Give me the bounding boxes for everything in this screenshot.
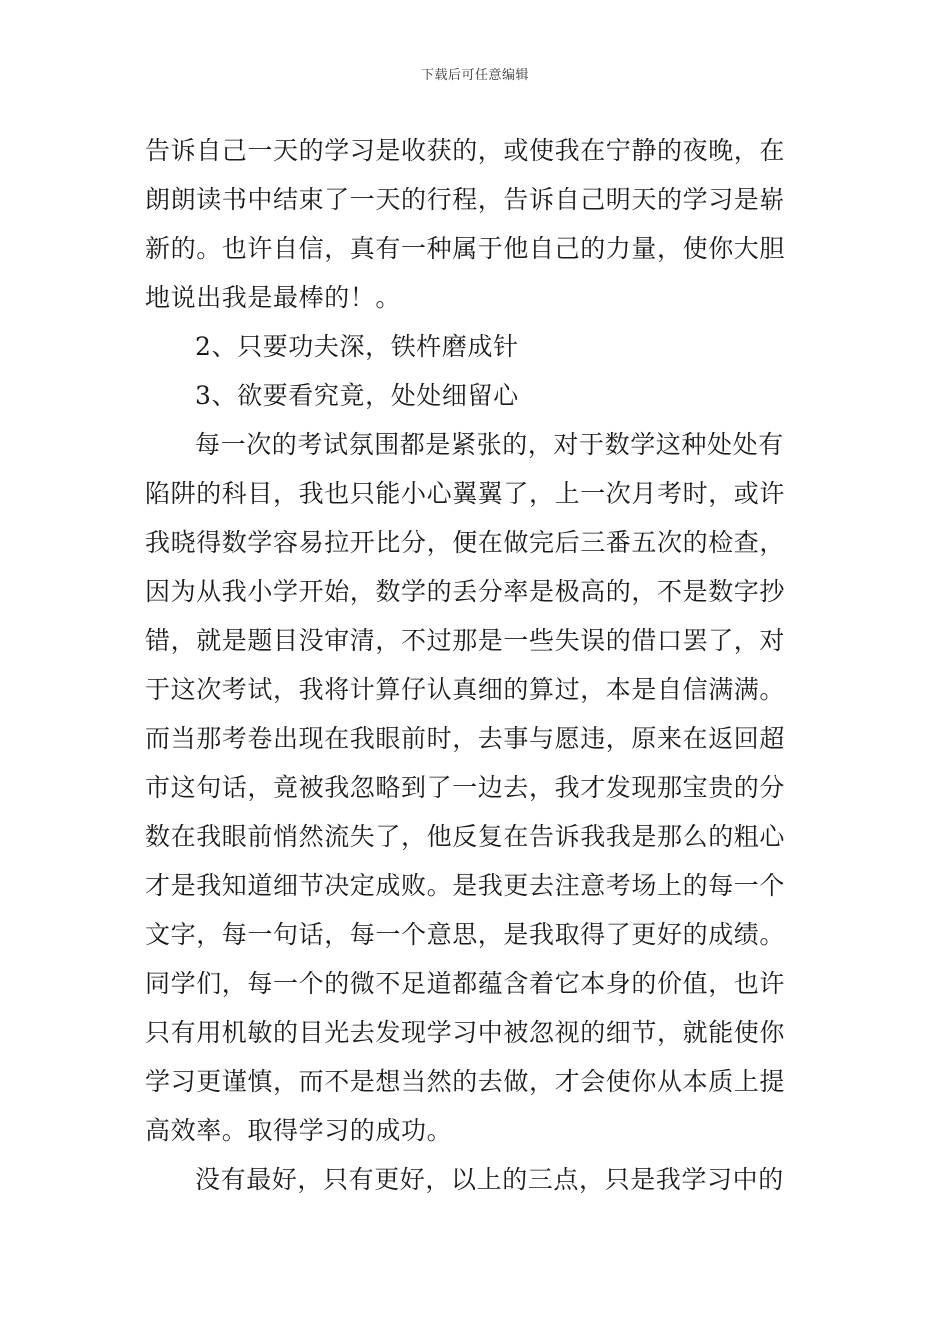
text-line: 陷阱的科目，我也只能小心翼翼了，上一次月考时，或许 xyxy=(145,479,786,508)
text-line: 只有用机敏的目光去发现学习中被忽视的细节，就能使你 xyxy=(145,1018,786,1047)
text-line: 而当那考卷出现在我眼前时，去事与愿违，原来在返回超 xyxy=(145,724,786,753)
text-line: 高效率。取得学习的成功。 xyxy=(145,1116,453,1145)
text-line: 每一次的考试氛围都是紧张的，对于数学这种处处有 xyxy=(195,430,784,459)
text-line: 市这句话，竟被我忽略到了一边去，我才发现那宝贵的分 xyxy=(145,773,786,802)
text-line: 数在我眼前悄然流失了，他反复在告诉我我是那么的粗心 xyxy=(145,822,786,851)
text-line: 3、欲要看究竟，处处细留心 xyxy=(195,381,519,410)
text-line: 因为从我小学开始，数学的丢分率是极高的，不是数字抄 xyxy=(145,577,786,606)
text-line: 我晓得数学容易拉开比分，便在做完后三番五次的检查， xyxy=(145,528,786,557)
text-line: 地说出我是最棒的！。 xyxy=(145,283,402,312)
text-line: 朗朗读书中结束了一天的行程，告诉自己明天的学习是崭 xyxy=(145,185,786,214)
text-line: 文字，每一句话，每一个意思，是我取得了更好的成绩。 xyxy=(145,920,786,949)
text-line: 同学们，每一个的微不足道都蕴含着它本身的价值，也许 xyxy=(145,969,786,998)
text-line: 学习更谨慎，而不是想当然的去做，才会使你从本质上提 xyxy=(145,1067,786,1096)
text-line: 错，就是题目没审清，不过那是一些失误的借口罢了，对 xyxy=(145,626,786,655)
text-line: 于这次考试，我将计算仔认真细的算过，本是自信满满。 xyxy=(145,675,786,704)
document-body xyxy=(145,126,810,1204)
text-line: 才是我知道细节决定成败。是我更去注意考场上的每一个 xyxy=(145,871,786,900)
text-line: 新的。也许自信，真有一种属于他自己的力量，使你大胆 xyxy=(145,234,786,263)
page-header: 下载后可任意编辑 xyxy=(420,68,529,83)
text-line: 2、只要功夫深，铁杵磨成针 xyxy=(195,332,519,361)
text-line: 告诉自己一天的学习是收获的，或使我在宁静的夜晚，在 xyxy=(145,136,786,165)
text-line: 没有最好，只有更好，以上的三点，只是我学习中的 xyxy=(195,1165,784,1194)
